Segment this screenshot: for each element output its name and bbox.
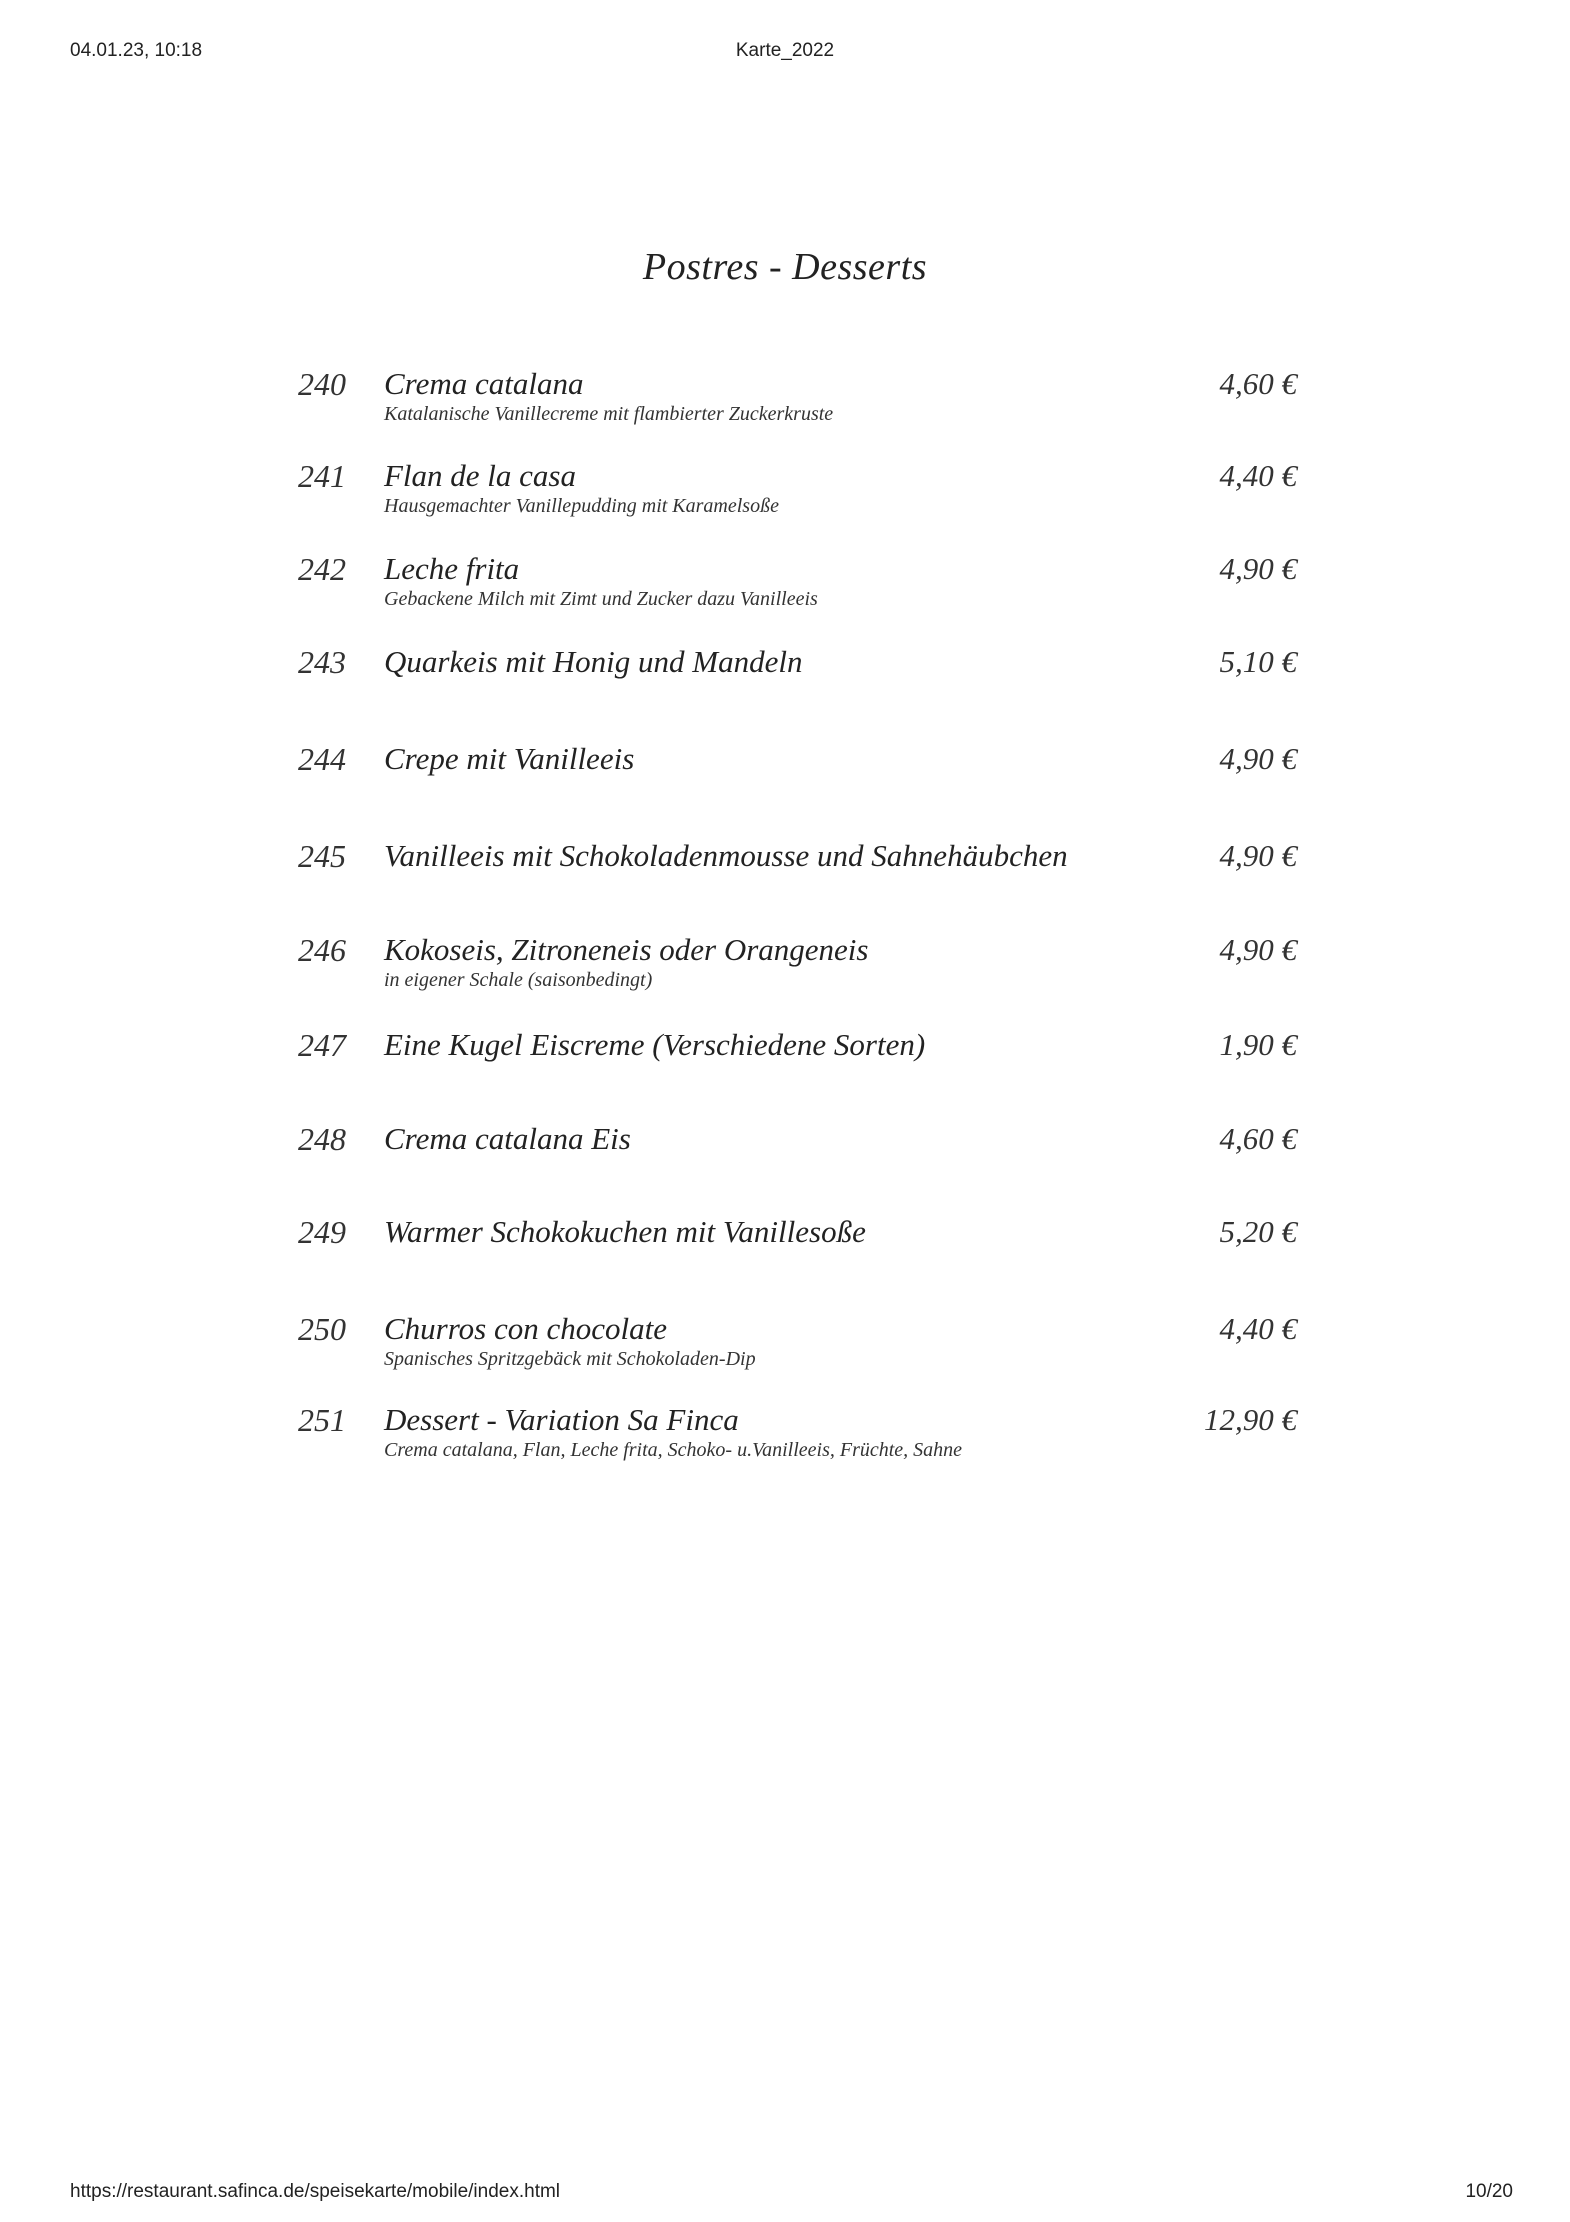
item-number: 244 <box>298 741 346 777</box>
item-price: 4,90 € <box>1219 932 1297 967</box>
item-number: 241 <box>298 458 346 494</box>
item-name: Churros con chocolate <box>384 1311 667 1346</box>
print-datetime: 04.01.23, 10:18 <box>70 40 203 61</box>
item-price: 12,90 € <box>1204 1402 1297 1437</box>
menu-section-title: Postres - Desserts <box>642 246 928 288</box>
item-name: Quarkeis mit Honig und Mandeln <box>384 644 803 679</box>
item-number: 251 <box>298 1402 346 1438</box>
item-price: 4,90 € <box>1219 741 1297 776</box>
item-name: Dessert - Variation Sa Finca <box>384 1402 739 1437</box>
menu-item <box>0 456 1570 526</box>
item-price: 4,60 € <box>1219 1121 1297 1156</box>
item-price: 5,20 € <box>1219 1214 1297 1249</box>
item-number: 240 <box>298 366 346 402</box>
item-price: 4,40 € <box>1219 1311 1297 1346</box>
item-number: 249 <box>298 1214 346 1250</box>
item-name: Warmer Schokokuchen mit Vanillesoße <box>384 1214 866 1249</box>
item-name: Crema catalana Eis <box>384 1121 631 1156</box>
menu-item <box>0 930 1570 1000</box>
item-name: Eine Kugel Eiscreme (Verschiedene Sorten) <box>384 1027 926 1062</box>
item-price: 4,90 € <box>1219 838 1297 873</box>
page-number: 10/20 <box>1465 2181 1513 2202</box>
item-number: 250 <box>298 1311 346 1347</box>
document-title: Karte_2022 <box>735 40 835 61</box>
menu-item <box>0 642 1570 712</box>
menu-item <box>0 836 1570 906</box>
item-number: 242 <box>298 551 346 587</box>
menu-item <box>0 1025 1570 1095</box>
menu-item <box>0 739 1570 809</box>
item-name: Flan de la casa <box>384 458 576 493</box>
item-price: 5,10 € <box>1219 644 1297 679</box>
item-name: Vanilleeis mit Schokoladenmousse und Sahnehäubchen <box>384 838 1068 873</box>
menu-item <box>0 1119 1570 1189</box>
item-name: Leche frita <box>384 551 520 586</box>
item-description: Gebackene Milch mit Zimt und Zucker dazu Vanilleeis <box>384 588 818 610</box>
menu-item <box>0 1309 1570 1379</box>
menu-item <box>0 364 1570 434</box>
item-description: Katalanische Vanillecreme mit flambierter Zuckerkruste <box>384 403 834 425</box>
item-description: Crema catalana, Flan, Leche frita, Schoko- u.Vanilleeis, Früchte, Sahne <box>384 1439 963 1461</box>
menu-item <box>0 1400 1570 1470</box>
item-description: Spanisches Spritzgebäck mit Schokoladen-Dip <box>384 1348 756 1370</box>
item-price: 1,90 € <box>1219 1027 1297 1062</box>
item-number: 248 <box>298 1121 346 1157</box>
item-price: 4,40 € <box>1219 458 1297 493</box>
item-number: 246 <box>298 932 346 968</box>
page-url: https://restaurant.safinca.de/speisekarte/mobile/index.html <box>70 2181 561 2202</box>
item-description: in eigener Schale (saisonbedingt) <box>384 969 653 991</box>
item-description: Hausgemachter Vanillepudding mit Karamelsoße <box>384 495 779 517</box>
print-header <box>0 40 1570 70</box>
item-name: Crema catalana <box>384 366 584 401</box>
item-name: Kokoseis, Zitroneneis oder Orangeneis <box>384 932 869 967</box>
item-number: 243 <box>298 644 346 680</box>
menu-item <box>0 549 1570 619</box>
item-price: 4,90 € <box>1219 551 1297 586</box>
item-number: 245 <box>298 838 346 874</box>
menu-item <box>0 1212 1570 1282</box>
item-price: 4,60 € <box>1219 366 1297 401</box>
item-number: 247 <box>298 1027 346 1063</box>
print-footer <box>0 2181 1570 2211</box>
item-name: Crepe mit Vanilleeis <box>384 741 635 776</box>
